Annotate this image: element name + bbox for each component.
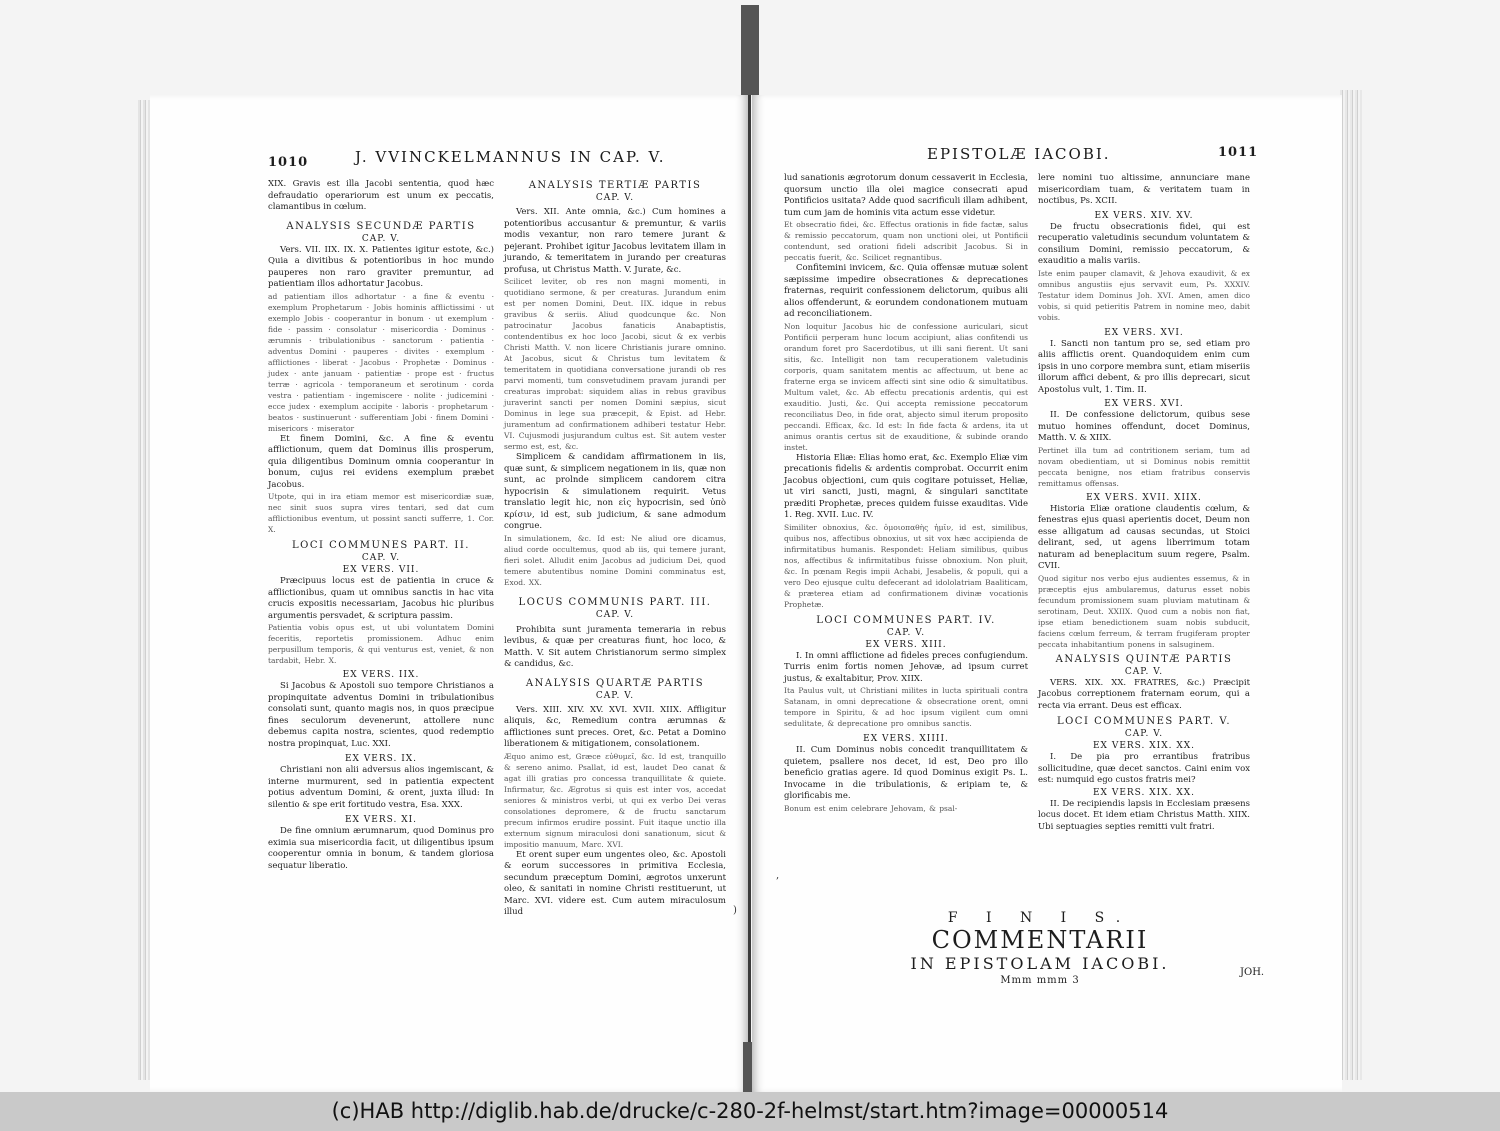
footer-credit: (c)HAB http://diglib.hab.de/drucke/c-280-2f-helmst/start.htm?image=00000514 [0,1092,1500,1131]
left-c2-filler3: Æquo animo est, Græce εὐθυμεῖ, &c. Id est, tranquillo & sereno animo. Psallat, id est, laudet Deo canat & agat illi gratias pro concessa tranquillitate & quiete. Infirmatur, &c. Ægrotus si quis est inter vos, accedat seniores & ministros verbi, ut qui ex verbo Dei veras consolationes depromere, & de fructu sanctarum precum infirmos erudire possint. Fuit itaque unctio illa externum signum miraculosi doni sanationum, sicut & impositio manuum, Marc. XVI. [504,751,726,849]
finis-epistolam: IN EPISTOLAM IACOBI. [910,954,1170,973]
right-c2-para1: lere nomini tuo altissime, annunciare mane misericordiam tuam, & veritatem tuam in noctibus, Ps. XCII. [1038,173,1250,206]
right-c2-heading4: EX VERS. XVII. XIIX. [1086,492,1202,503]
margin-mark-2: ) [733,905,737,916]
right-running-head: EPISTOLÆ IACOBI. [927,145,1111,163]
margin-mark-1: , [776,870,780,881]
right-c2-para7: I. De pia pro errantibus fratribus sollicitudine, quæ decet sanctos. Caini enim vox est: numquid ego custos fratris mei? [1038,752,1250,785]
right-column-1 [784,173,1028,814]
signature-mark: Mmm mmm 3 [1000,975,1080,986]
left-c2-heading3: ANALYSIS QUARTÆ PARTIS [525,677,705,689]
right-c2-para4: II. De confessione delictorum, quibus sese mutuo homines offendunt, docet Dominus, Matth. V. & XIIX. [1038,410,1250,443]
right-c1-heading2: EX VERS. XIIII. [863,734,949,744]
left-c2-para1: Vers. XII. Ante omnia, &c.) Cum homines a potentioribus accusantur & premuntur, & variis modis vexantur, non raro temere jurant & pejerant. Prohibet igitur Jacobus levitatem illam in jurando, & temeritatem in jurando per creaturas profusa, ut Christus Matth. V. Jurate, &c. [504,207,726,275]
right-c2-para2: De fructu obsecrationis fidei, qui est recuperatio valetudinis secundum voluntatem & consilium Domini, remissio peccatorum, & exauditio a malis variis. [1038,221,1250,266]
left-c1-heading5: EX VERS. XI. [344,815,418,825]
right-c2-heading1: EX VERS. XIV. XV. [1094,210,1194,221]
left-c1-filler2: Utpote, qui in ira etiam memor est misericordiæ suæ, nec sinit suos supra vires tentari, sed dat cum afflictionibus eventum, ut possint sancti sufferre, 1. Cor. X. [268,492,494,534]
left-column-1 [268,179,494,872]
right-c1-heading1-sub: CAP. V. [886,627,926,638]
left-c2-para2: Simplicem & candidam affirmationem in iis, quæ sunt, & simplicem negationem in iis, quæ non sunt, ac prolnde simplicem candorem citra hypocrisin & simulationem requirit. Vetus translatio legit hic, non εἰς hypocrisin, sed ὑπὸ κρίσιν, id est, sub judicium, & sane admodum congrue. [504,452,726,531]
left-c2-heading3-sub: CAP. V. [595,690,635,701]
right-c2-filler3: Quod sigitur nos verbo ejus audientes essemus, & in præceptis ejus ambularemus, daturus esset nobis fecundum promissionem suam pluviam matutinam & serotinam, Deut. XXIIX. Quod cum a nobis non fiat, ipse etiam benedictionem suam nobis subducit, faciens cœlum ferreum, & terram frugiferam propter peccata inhabitantium ponens in salsuginem. [1038,573,1250,649]
left-c2-para4: Vers. XIII. XIV. XV. XVI. XVII. XIIX. Affligitur aliquis, &c, Remedium contra ærumnas & afflictiones sunt preces. Oret, &c. Petat a Domino liberationem & mitigationem, consolationem. [504,704,726,749]
left-c1-heading1-sub: CAP. V. [361,233,401,244]
left-column-2 [504,179,726,919]
left-c1-para3: Præcipuus locus est de patientia in cruce & afflictionibus, quam ut omnibus sanctis in hac vita crucis expositis necessariam, Jacobus hic pluribus argumentis persvadet, & scriptura passim. [268,576,494,621]
left-c2-heading1: ANALYSIS TERTIÆ PARTIS [528,180,702,191]
right-c2-para3: I. Sancti non tantum pro se, sed etiam pro aliis afflictis orent. Quandoquidem enim cum ipsis in uno corpore membra sunt, etiam miseriis illorum affici debent, & pro illis deprecari, sicut Apostolus vult, 1. Tim. II. [1038,338,1250,395]
right-c1-para3: Historia Eliæ: Elias homo erat, &c. Exemplo Eliæ vim precationis fidelis & ardentis comprobat. Occurrit enim Jacobus objectioni, cum quis cogitare potuisset, Heliæ, ut viri sancti, justi, magni, & singulari sanctitate præditi Prophetæ, preces quidem fuisse exauditas. Vide 1. Reg. XVII. Luc. IV. [784,452,1028,520]
right-page-edge [1340,90,1362,1080]
left-c1-intro: XIX. Gravis est illa Jacobi sententia, quod hæc defraudatio operariorum est unum ex peccatis, clamantibus in cœlum. [268,179,494,212]
right-page-number: 1011 [1218,145,1259,160]
right-c2-filler2: Pertinet illa tum ad contritionem seriam, tum ad novam obedientiam, ut si Dominus nobis remittit peccata benigne, nos etiam fratribus conservis remittamus offensas. [1038,445,1250,488]
right-c1-heading1: LOCI COMMUNES PART. IV. [816,614,996,626]
left-c2-heading2: LOCUS COMMUNIS PART. III. [518,596,712,608]
left-page-edge [138,100,150,1080]
left-c1-heading1: ANALYSIS SECUNDÆ PARTIS [286,220,476,232]
left-c2-para5: Et orent super eum ungentes oleo, &c. Apostoli & eorum successores in primitiva Ecclesia, secundum præceptum Domini, ægrotos unxerunt oleo, & sanitati in nomine Christi restituerunt, ut Marc. XVI. videre est. Cum autem miraculosum illud [504,849,726,917]
right-c1-filler4: Ita Paulus vult, ut Christiani milites in lucta spirituali contra Satanam, in omni deprecatione & obsecratione orent, omni tempore in Spiritu, & ad hoc ipsum vigilent cum omni sedulitate, & deprecatione pro omnibus sanctis. [784,686,1028,728]
left-page-number: 1010 [268,155,309,170]
finis-block [900,910,1180,986]
finis-line: F I N I S. [947,910,1133,926]
left-c1-filler1: ad patientiam illos adhortatur · a fine & eventu · exemplum Prophetarum · Jobis hominis afflictissimi · ut exemplo Jobis · cooperantur in bonum · ut exemplum · fide · passim · consolatur · misericordia · Dominus · ærumnis · tribulationibus · sanctorum · patientia · adventus Domini · pauperes · divites · exemplum · afflictiones · liberat · Jacobus · Prophetæ · Dominus · judex · ante januam · patientiæ · prope est · fructus terræ · agricola · temporaneum et serotinum · corda vestra · patientiam · ingemiscere · nolite · judicemini · ecce judex · exemplum accipite · laboris · prophetarum · beatos · sustinuerunt · sufferentiam Jobi · finem Domini · misericors · miserator [268,291,494,433]
left-running-head: J. VVINCKELMANNUS IN CAP. V. [355,148,666,166]
right-c1-filler3: Similiter obnoxius, &c. ὁμοιοπαθὴς ἡμῖν, id est, similibus, quibus nos, affectibus obnoxius, ut sit vox hæc accipienda de infirmitatibus humanis. Respondet: Heliam similibus, quibus nos, affectibus & infirmitatibus fuisse obnoxium. Non pluit, &c. In pœnam Regis impii Achabi, Jesabelis, & populi, qui a vero Deo ejusque cultu defecerant ad idololatriam Baaliticam, & præterea etiam ad confirmationem divinæ vocationis Prophetæ. [784,522,1028,609]
binding-gutter [748,95,751,1045]
right-c1-filler1: Et obsecratio fidei, &c. Effectus orationis in fide factæ, salus & remissio peccatorum, quam non unctioni olei, ut Pontificii contendunt, sed orationi fideli adscribit Jacobus. Si in peccatis fuerit, &c. Scilicet regnantibus. [784,220,1028,262]
right-c2-heading3: EX VERS. XVI. [1104,399,1184,409]
left-c1-heading4: EX VERS. IX. [344,754,418,764]
left-c1-heading3: EX VERS. IIX. [342,670,420,680]
left-c1-filler3: Patientia vobis opus est, ut ubi voluntatem Domini feceritis, reportetis promissionem. Adhuc enim perpusillum temporis, & qui venturus est, veniet, & non tardabit, Hebr. X. [268,623,494,665]
right-c1-para4: I. In omni afflictione ad fideles preces confugiendum. Turris enim fortis nomen Jehovæ, ad ipsum curret justus, & exaltabitur, Prov. XIIX. [784,650,1028,684]
right-c2-heading2: EX VERS. XVI. [1104,327,1184,338]
left-c1-heading2-vers: EX VERS. VII. [342,565,420,575]
finis-commentarii: COMMENTARII [931,926,1149,954]
right-c1-para2: Confitemini invicem, &c. Quia offensæ mutuæ solent sæpissime impedire obsecrationes & deprecationes fraternas, requirit confessionem delictorum, quibus alii alios offenderunt, & eorundem condonationem mutuam ad reconciliationem. [784,263,1028,319]
left-c1-para6: De fine omnium ærumnarum, quod Dominus pro eximia sua misericordia facit, ut diligentibus ipsum cooperentur omnia in bonum, & tandem gloriosa sequatur liberatio. [268,826,494,871]
left-c1-para5: Christiani non alii adversus alios ingemiscant, & interne murmurent, sed in patientia expectent potius adventum Domini, & orent, juxta illud: In silentio & spe erit fortitudo vestra, Esa. XXX. [268,765,494,810]
right-c2-para5: Historia Eliæ oratione claudentis cœlum, & fenestras ejus quasi aperientis docet, Deum non esse alligatum ad causas secundas, ut Stoici delirant, sed, ut agens liberrimum totam naturam ad beneplacitum suum regere, Psalm. CVII. [1038,503,1250,571]
right-c1-filler2: Non loquitur Jacobus hic de confessione auriculari, sicut Pontificii perperam hunc locum accipiunt, alias confitendi us orandum foret pro Sacerdotibus, ut illi sani fierent. Ut sani sitis, &c. Intelligit non tam recuperationem valetudinis corporis, quam sanitatem mentis ac affectuum, ut bene ac fraterne erga se invicem affecti sint sine odio & simultatibus. Multum valet, &c. Ab effectu precationis ardentis, qui est exauditio. Justi, &c. Qui accepta remissione peccatorum reconciliatus Deo, in fide orat, abjecto simul iterum proposito peccandi. Efficax, &c. Id est: In fide facta & ardens, ita ut animus orantis certus sit de exauditione, & subinde orando instet. [784,321,1028,452]
right-c2-heading7: EX VERS. XIX. XX. [1092,787,1196,798]
right-c2-heading5: ANALYSIS QUINTÆ PARTIS [1055,653,1233,665]
right-c2-filler1: Iste enim pauper clamavit, & Jehova exaudivit, & ex omnibus angustiis ejus servavit eum, Ps. XXXIV. Testatur idem Dominus Joh. XVI. Amen, amen dico vobis, si quid petieritis Patrem in nomine meo, dabit vobis. [1038,268,1250,322]
left-page [150,95,748,1092]
left-c1-para2: Et finem Domini, &c. A fine & eventu afflictionum, quem dat Dominus illis prosperum, quia diligentibus Dominum omnia cooperantur in bonum, cujus rei evidens exemplum præbet Jacobus. [268,433,494,490]
right-c1-para5: II. Cum Dominus nobis concedit tranquillitatem & quietem, psallere nos decet, id est, Deo pro illo beneficio gratias agere. Id quod Dominus exigit Ps. L. Invocame in die tribulationis, & eripiam te, & glorificabis me. [784,745,1028,801]
left-c1-heading2-sub: CAP. V. [361,553,401,563]
right-c2-heading6-vers: EX VERS. XIX. XX. [1092,741,1196,751]
left-c1-heading2: LOCI COMMUNES PART. II. [292,540,470,551]
binding-clip-top [741,5,759,95]
right-c2-para6: VERS. XIX. XX. FRATRES, &c.) Præcipit Jacobus correptionem fraternam eorum, qui a recta via errant. Deus est efficax. [1038,677,1250,711]
catchword: JOH. [1240,967,1265,978]
left-c2-heading2-sub: CAP. V. [595,609,635,620]
right-c2-heading5-sub: CAP. V. [1124,666,1164,677]
left-c2-filler1: Scilicet leviter, ob res non magni momenti, in quotidiano sermone, & per creaturas. Jurandum enim est per nomen Domini, Deut. IIX. idque in rebus gravibus & seriis. Aliud quodcunque &c. Non patrocinatur Jacobus fanaticis Anabaptistis, contendentibus ex hoc loco Jacobi, sicut & ex verbis Christi Matth. V. non licere Christianis jurare omnino. At Jacobus, sicut & Christus tum levitatem & temeritatem in quotidiana conversatione jurandi ob res parvi momenti, tum consvetudinem pravam jurandi per creaturas improbat: siquidem alias in rebus gravibus juraverint sancti per nomen Domini sæpius, sicut Dominus in lege sua præcepit, & Epist. ad Hebr. juramentum ad confirmationem adhiberi testatur Hebr. VI. Cujusmodi jusjurandum cultus est. Sit autem vester sermo est, est, &c. [504,277,726,451]
left-c2-filler2: In simulationem, &c. Id est: Ne aliud ore dicamus, aliud corde occultemus, quod ab iis, qui temere jurant, fieri solet. Alludit enim Jacobus ad judicium Dei, quod temere abutentibus nomine Domini comminatus est, Exod. XX. [504,533,726,587]
right-c2-heading6: LOCI COMMUNES PART. V. [1056,716,1232,727]
right-column-2 [1038,173,1250,833]
left-c1-para4: Si Jacobus & Apostoli suo tempore Christianos a propinquitate adventus Domini in tribulationibus consolati sunt, quanto magis nos, in quos præcipue fines seculorum devenerunt, attollere nunc debemus capita nostra, scientes, quod redemptio nostra propinquat, Luc. XXI. [268,681,494,749]
right-c2-heading6-sub: CAP. V. [1124,729,1164,739]
right-c1-filler5: Bonum est enim celebrare Jehovam, & psal- [784,803,958,813]
left-c1-para1: Vers. VII. IIX. IX. X. Patientes igitur estote, &c.) Quia a divitibus & potentioribus in hoc mundo pauperes non raro graviter premuntur, ad patientiam illos adhortatur Jacobus. [268,244,494,289]
right-c1-heading1-vers: EX VERS. XIII. [865,639,947,650]
right-c2-para8: II. De recipiendis lapsis in Ecclesiam præsens locus docet. Et idem etiam Christus Matth. XIIX. Ubi septuagies septies remitti vult fratri. [1038,798,1250,832]
right-c1-para1: lud sanationis ægrotorum donum cessaverit in Ecclesia, quorsum unctio illa olei magice consecrati apud Pontificios usitata? Adde quod sacrificuli illam adhibent, tum cum jam de hominis vita actum esse videtur. [784,173,1028,218]
left-c2-para3: Prohibita sunt juramenta temeraria in rebus levibus, & quæ per creaturas fiunt, hoc loco, & Matth. V. Sit autem Christianorum sermo simplex & candidus, &c. [504,624,726,669]
left-c2-heading1-sub: CAP. V. [595,193,635,203]
